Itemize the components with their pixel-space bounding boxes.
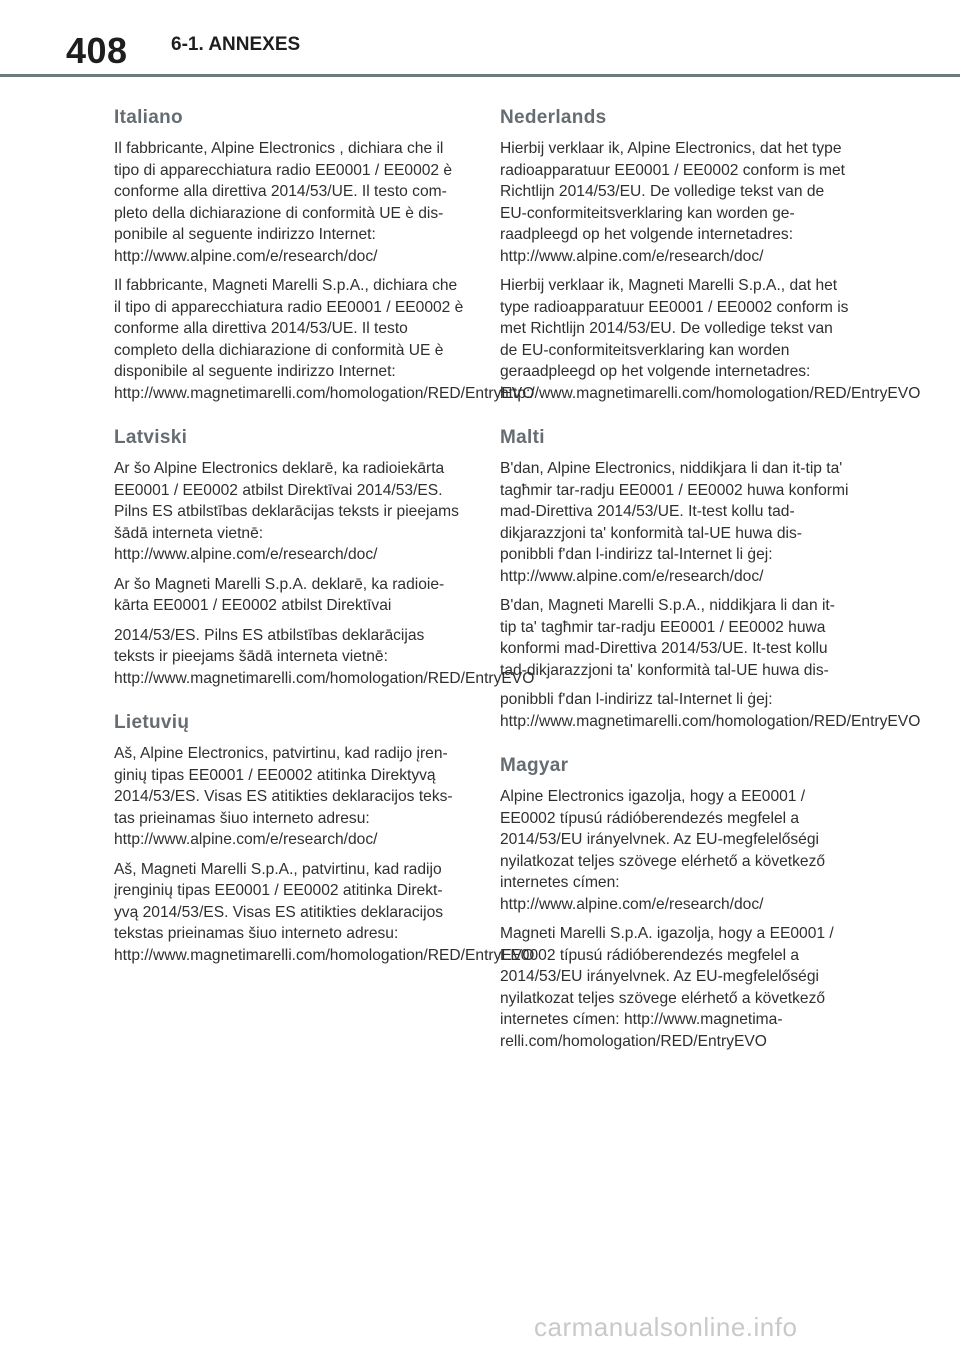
paragraph: ponibbli f'dan l-indirizz tal-Internet li ġej: http://www.magnetimarelli.com/homologation/RED/EntryEVO <box>500 691 921 730</box>
section-malti <box>500 426 921 732</box>
section-magyar <box>500 754 850 1052</box>
paragraph: Il fabbricante, Alpine Electronics , dichiara che il tipo di apparecchiatura radio EE0001 / EE0002 è conforme alla direttiva 2014/53/UE. Il testo com-pleto della dichiarazione di conformità UE è dis-ponibile al seguente indirizzo Internet: http://www.alpine.com/e/research/doc/ <box>114 140 453 265</box>
page-number: 408 <box>66 30 128 71</box>
language-heading: Lietuvių <box>114 712 190 733</box>
paragraph: Il fabbricante, Magneti Marelli S.p.A., dichiara che il tipo di apparecchiatura radio EE0001 / EE0002 è conforme alla direttiva 2014/53/UE. Il testo completo della dichiarazione di conformità UE è disponibile al seguente indirizzo Internet: http://www.magnetimarelli.com/homologation/RED/EntryEVO <box>114 277 535 402</box>
paragraph: Ar šo Alpine Electronics deklarē, ka radioiekārta EE0001 / EE0002 atbilst Direktīvai 2014/53/ES. Pilns ES atbilstības deklarācijas teksts ir pieejams šādā interneta vietnē: http://www.alpine.com/e/research/doc/ <box>114 460 459 563</box>
language-heading: Nederlands <box>500 107 607 128</box>
section-italiano <box>114 106 535 404</box>
paragraph: Hierbij verklaar ik, Magneti Marelli S.p.A., dat het type radioapparatuur EE0001 / EE0002 conform is met Richtlijn 2014/53/EU. De volledige tekst van de EU-conformiteitsverklaring kan worden geraadpleegd op het volgende internetadres: http://www.magnetimarelli.com/homologation/RED/EntryEVO <box>500 277 921 402</box>
paragraph: Hierbij verklaar ik, Alpine Electronics, dat het type radioapparatuur EE0001 / EE0002 conform is met Richtlijn 2014/53/EU. De volledige tekst van de EU-conformiteitsverklaring kan worden ge-raadpleegd op het volgende internetadres: http://www.alpine.com/e/research/doc/ <box>500 140 845 265</box>
section-title: 6-1. ANNEXES <box>171 34 301 55</box>
paragraph: Ar šo Magneti Marelli S.p.A. deklarē, ka radioie-kārta EE0001 / EE0002 atbilst Direktīvai <box>114 575 445 614</box>
paragraph: Alpine Electronics igazolja, hogy a EE0001 / EE0002 típusú rádióberendezés megfelel a 2014/53/EU irányelvnek. Az EU-megfelelőségi nyilatkozat teljes szövege elérhető a következő internetes címen: http://www.alpine.com/e/research/doc/ <box>500 788 826 913</box>
language-heading: Magyar <box>500 755 569 776</box>
section-nederlands <box>500 106 921 404</box>
page-header <box>0 0 960 76</box>
paragraph: Magneti Marelli S.p.A. igazolja, hogy a EE0001 / EE0002 típusú rádióberendezés megfelel a 2014/53/EU irányelvnek. Az EU-megfelelőségi nyilatkozat teljes szövege elérhető a következő internetes címen: http://www.magnetima-relli.com/homologation/RED/EntryEVO <box>500 925 834 1050</box>
language-heading: Malti <box>500 427 545 448</box>
language-heading: Latviski <box>114 427 188 448</box>
paragraph: Aš, Alpine Electronics, patvirtinu, kad radijo įren-ginių tipas EE0001 / EE0002 atitinka Direktyvą 2014/53/ES. Visas ES atitikties deklaracijos teks-tas prieinamas šiuo interneto adresu: http://www.alpine.com/e/research/doc/ <box>114 745 453 848</box>
watermark: carmanualsonline.info <box>534 1312 798 1342</box>
right-column <box>500 106 921 1074</box>
paragraph: Aš, Magneti Marelli S.p.A., patvirtinu, kad radijo įrenginių tipas EE0001 / EE0002 atitinka Direkt-yvą 2014/53/ES. Visas ES atitikties deklaracijos tekstas prieinamas šiuo interneto adresu: http://www.magnetimarelli.com/homologation/RED/EntryEVO <box>114 860 535 964</box>
language-heading: Italiano <box>114 107 183 128</box>
paragraph: 2014/53/ES. Pilns ES atbilstības deklarācijas teksts ir pieejams šādā interneta vietnē: http://www.magnetimarelli.com/homologation/RED/EntryEVO <box>114 626 535 687</box>
header-divider <box>0 74 960 77</box>
paragraph: B'dan, Alpine Electronics, niddikjara li dan it-tip ta' tagħmir tar-radju EE0001 / EE0002 huwa konformi mad-Direttiva 2014/53/UE. It-test kollu tad-dikjarazzjoni ta' konformità tal-UE huwa dis-ponibbli f'dan l-indirizz tal-Internet li ġej: http://www.alpine.com/e/research/doc/ <box>500 460 849 585</box>
paragraph: B'dan, Magneti Marelli S.p.A., niddikjara li dan it-tip ta' tagħmir tar-radju EE0001 / EE0002 huwa konformi mad-Direttiva 2014/53/UE. It-test kollu tad-dikjarazzjoni ta' konformità tal-UE huwa dis- <box>500 597 835 679</box>
